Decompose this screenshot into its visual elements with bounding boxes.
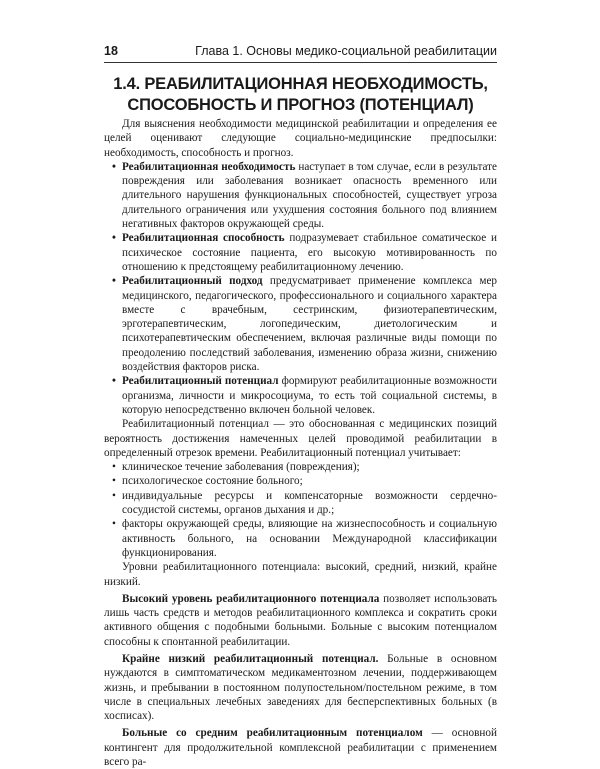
list-item: [104, 231, 497, 274]
definition-text: предусматривает применение комплекса мер медицинского, педагогического, профессионального и социального характера вместе с врачебным, сестринским, физиотерапевтическим, эрготерапевтическим, логопедическим, диетологическим и психотерапевтическим обеспечением, включая различные виды помощи по преодолению последствий заболевания, изменению образа жизни, снижению воздействия факторов риска.: [122, 275, 498, 374]
medium-paragraph: [104, 726, 497, 769]
definition-text: формируют реабилитационные возможности организма, личности и микросоциума, то есть той социальной системы, в которую непосредственно включен больной человек.: [122, 375, 497, 416]
page-number: 18: [104, 44, 118, 58]
section-title-line1: 1.4. РЕАБИЛИТАЦИОННАЯ НЕОБХОДИМОСТЬ,: [113, 75, 488, 93]
bullet-icon: •: [112, 232, 116, 245]
definition-text: наступает в том случае, если в результате повреждения или заболевания возникает опасность временного или длительного нарушения функциональных способностей, существует угроза длительного ограничения или ухудшения состояния больного под влиянием негативных факторов окружающей среды.: [122, 160, 498, 231]
definition-term: Реабилитационный потенциал: [122, 375, 279, 388]
bullet-icon: •: [112, 375, 116, 388]
high-level-term: Высокий уровень реабилитационного потенциала: [122, 592, 380, 605]
medium-text: — основной контингент для продолжительной комплексной реабилитации с применением всего ра-: [104, 727, 497, 769]
section-title: [104, 74, 497, 116]
high-level-paragraph: [104, 592, 497, 649]
definition-term: Реабилитационный подход: [122, 275, 263, 288]
list-item: [104, 160, 497, 231]
factor-text: факторы окружающей среды, влияющие на жизнеспособность и социальную активность больного, на основании Международной классификации функционирования.: [122, 518, 497, 559]
very-low-term: Крайне низкий реабилитационный потенциал.: [122, 652, 379, 665]
intro-paragraph: Для выяснения необходимости медицинской реабилитации и определения ее целей оценивают следующие социально-медицинские предпосылки: необходимость, способность и прогноз.: [104, 118, 497, 159]
bullet-icon: •: [112, 489, 116, 502]
body-text: [104, 117, 497, 769]
bullet-icon: •: [112, 475, 116, 488]
definition-text: подразумевает стабильное соматическое и психическое состояние пациента, его высокую мотивированность по отношению к предстоящему реабилитационному лечению.: [122, 232, 497, 273]
factor-text: индивидуальные ресурсы и компенсаторные возможности сердечно-сосудистой системы, органов дыхания и др.;: [122, 489, 497, 517]
definition-term: Реабилитационная способность: [122, 232, 285, 245]
levels-paragraph: Уровни реабилитационного потенциала: высокий, средний, низкий, крайне низкий.: [104, 561, 497, 588]
running-header: [104, 44, 497, 64]
bullet-icon: •: [112, 461, 116, 474]
medium-term: Больные со средним реабилитационным потенциалом: [122, 727, 423, 740]
list-item: [104, 474, 497, 488]
factors-list: [104, 460, 497, 560]
definitions-list: [104, 160, 497, 417]
very-low-text: Больные в основном нуждаются в симптоматическом медикаментозном лечении, поддерживающем жизнь, и пребывании в постоянном полупостельном/постельном режиме, в том числе в специальных лечебных заведениях для бесперспективных больных (в хосписах).: [104, 652, 497, 723]
list-item: [104, 374, 497, 417]
potential-paragraph: Реабилитационный потенциал — это обоснованная с медицинских позиций вероятность достижения намеченных целей проводимой реабилитации в определенный отрезок времени. Реабилитационный потенциал учитывает:: [104, 418, 497, 459]
factor-text: клиническое течение заболевания (повреждения);: [122, 461, 360, 474]
list-item: [104, 517, 497, 560]
list-item: [104, 489, 497, 518]
high-level-text: позволяет использовать лишь часть средств и методов реабилитационного комплекса и сократить сроки активного общения с подобными больными. Больные с высоким потенциалом способны к спонтанной реабилитации.: [104, 592, 497, 648]
list-item: [104, 274, 497, 374]
very-low-paragraph: [104, 652, 497, 723]
section-title-line2: СПОСОБНОСТЬ И ПРОГНОЗ (ПОТЕНЦИАЛ): [127, 96, 474, 114]
header-rule: [104, 62, 497, 63]
bullet-icon: •: [112, 275, 116, 288]
bullet-icon: •: [112, 160, 116, 173]
chapter-title: Глава 1. Основы медико-социальной реабилитации: [195, 44, 497, 58]
bullet-icon: •: [112, 518, 116, 531]
factor-text: психологическое состояние больного;: [122, 475, 303, 488]
definition-term: Реабилитационная необходимость: [122, 160, 296, 173]
list-item: [104, 460, 497, 474]
